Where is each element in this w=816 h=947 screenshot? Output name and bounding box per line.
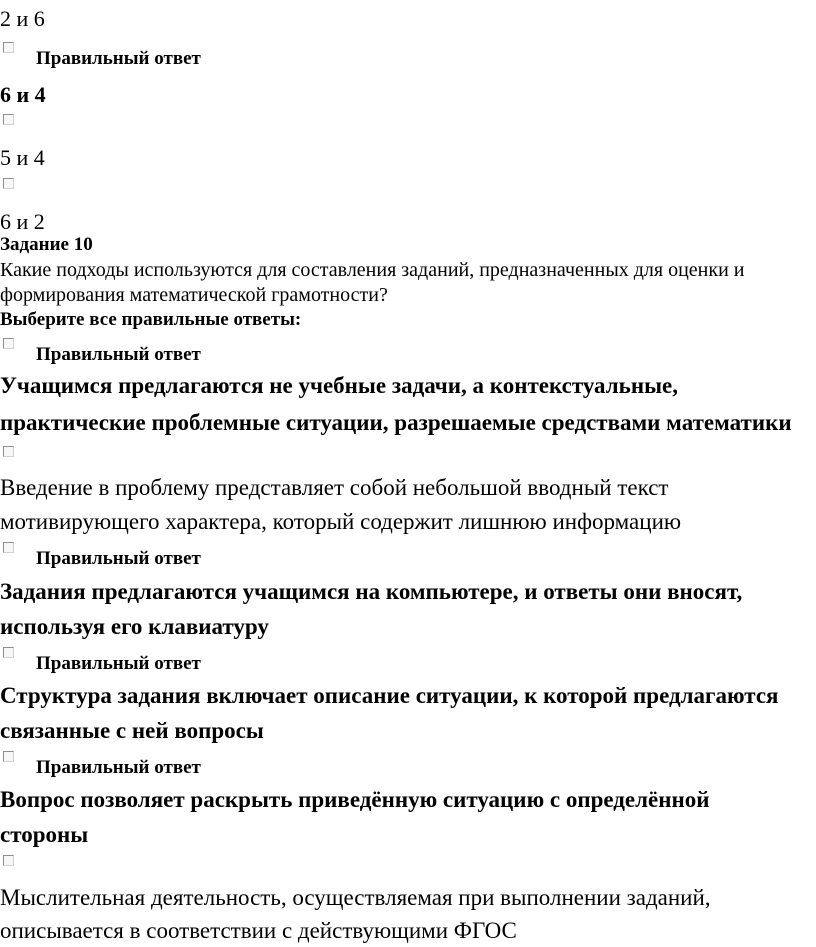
answer-checkbox[interactable] — [3, 42, 14, 53]
option-text-line2: мотивирующего характера, который содержит лишнюю информацию — [0, 509, 682, 534]
option-text-line1: Учащимся предлагаются не учебные задачи, а контекстуальные, — [0, 373, 678, 398]
correct-answer-label: Правильный ответ — [36, 757, 201, 778]
answer-checkbox[interactable] — [3, 855, 14, 866]
option-text-line2: описывается в соответствии с действующими ФГОС — [0, 918, 517, 943]
option-text-line2: стороны — [0, 822, 89, 847]
option-text-2-6: 2 и 6 — [0, 6, 45, 31]
correct-answer-label: Правильный ответ — [36, 344, 201, 365]
option-text-6-4: 6 и 4 — [0, 82, 46, 107]
answer-checkbox[interactable] — [3, 751, 14, 762]
task-title: Задание 10 — [0, 234, 93, 255]
option-text-line1: Вопрос позволяет раскрыть приведённую ситуацию с определённой — [0, 787, 710, 812]
answer-checkbox[interactable] — [3, 178, 14, 189]
answer-checkbox[interactable] — [3, 446, 14, 457]
option-text-line2: практические проблемные ситуации, разрешаемые средствами математики — [0, 410, 792, 435]
option-text-line2: связанные с ней вопросы — [0, 718, 264, 743]
correct-answer-label: Правильный ответ — [36, 48, 201, 69]
answer-checkbox[interactable] — [3, 542, 14, 553]
option-text-6-2: 6 и 2 — [0, 209, 45, 234]
option-text-line1: Мыслительная деятельность, осуществляемая при выполнении заданий, — [0, 885, 711, 910]
option-text-line1: Введение в проблему представляет собой небольшой вводный текст — [0, 475, 669, 500]
task-question-line1: Какие подходы используются для составления заданий, предназначенных для оценки и — [0, 259, 745, 281]
answer-checkbox[interactable] — [3, 647, 14, 658]
correct-answer-label: Правильный ответ — [36, 548, 201, 569]
option-text-line1: Задания предлагаются учащимся на компьютере, и ответы они вносят, — [0, 579, 743, 604]
option-text-5-4: 5 и 4 — [0, 145, 45, 170]
answer-checkbox[interactable] — [3, 338, 14, 349]
option-text-line2: используя его клавиатуру — [0, 614, 269, 639]
option-text-line1: Структура задания включает описание ситуации, к которой предлагаются — [0, 683, 779, 708]
answer-checkbox[interactable] — [3, 114, 14, 125]
task-instruction: Выберите все правильные ответы: — [0, 309, 302, 330]
correct-answer-label: Правильный ответ — [36, 653, 201, 674]
task-question-line2: формирования математической грамотности? — [0, 284, 388, 306]
